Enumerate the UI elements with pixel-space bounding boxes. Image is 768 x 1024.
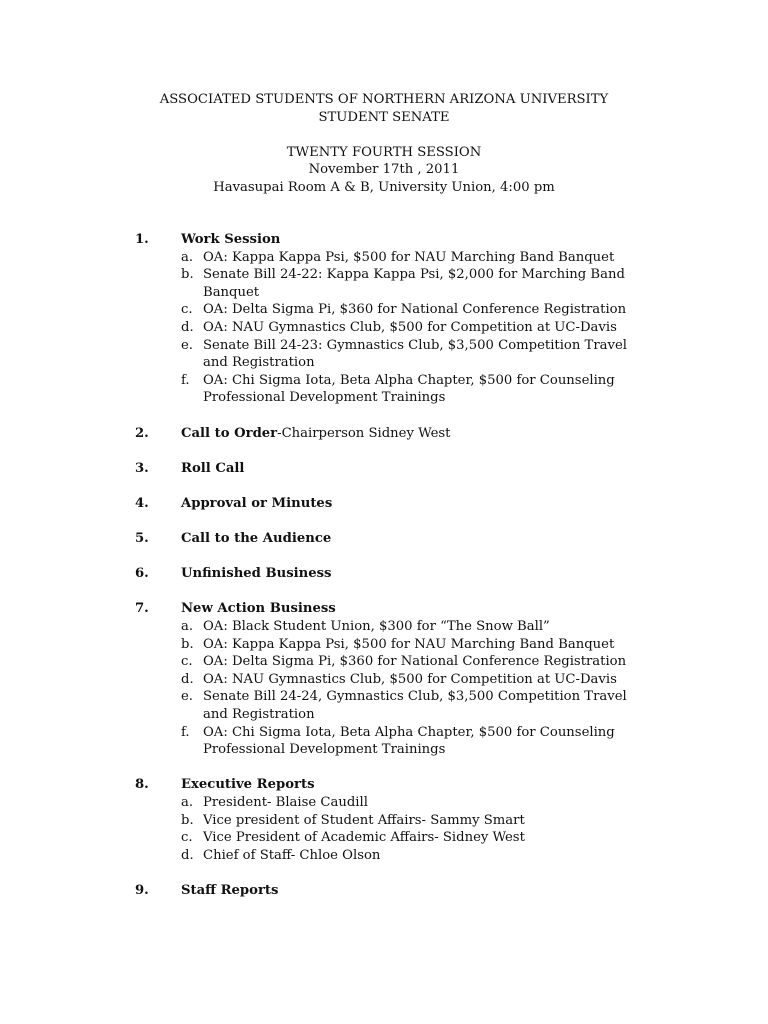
agenda-subitem-letter: f. [181, 372, 190, 388]
agenda-item-number: 8. [135, 777, 149, 793]
agenda-subitem [181, 724, 643, 759]
body-name: STUDENT SENATE [318, 109, 450, 125]
agenda-item-title-text: Roll Call [181, 460, 245, 476]
agenda-subitem-letter: b. [181, 812, 194, 828]
org-name: ASSOCIATED STUDENTS OF NORTHERN ARIZONA UNIVERSITY [159, 92, 609, 107]
agenda-subitem-letter: b. [181, 267, 194, 283]
agenda-item [0, 425, 768, 443]
agenda-subitem [181, 301, 643, 319]
agenda-list [0, 231, 768, 917]
agenda-subitem-letter: b. [181, 636, 194, 652]
agenda-subitem-letter: a. [181, 249, 194, 265]
agenda-subitem [181, 653, 643, 671]
agenda-item [0, 600, 768, 758]
agenda-item-title [181, 882, 768, 900]
agenda-item [0, 882, 768, 900]
agenda-item-title [181, 776, 768, 794]
agenda-item-number: 6. [135, 566, 149, 582]
agenda-subitem-text: Senate Bill 24-22: Kappa Kappa Psi, $2,000 for Marching Band Banquet [203, 267, 625, 300]
agenda-item-title-text: New Action Business [181, 601, 336, 617]
agenda-item-number: 9. [135, 882, 149, 898]
agenda-subitem [181, 671, 643, 689]
agenda-subitem [181, 794, 643, 812]
agenda-item-title [181, 600, 768, 618]
session-location: Havasupai Room A & B, University Union, 4:00 pm [213, 179, 555, 195]
agenda-sublist [0, 618, 768, 759]
agenda-item-number: 5. [135, 531, 149, 547]
agenda-subitem-text: OA: Delta Sigma Pi, $360 for National Conference Registration [203, 302, 627, 318]
agenda-subitem-letter: e. [181, 337, 193, 353]
agenda-subitem-text: Senate Bill 24-24, Gymnastics Club, $3,500 Competition Travel and Registration [203, 689, 627, 723]
agenda-item-title-text: Call to the Audience [181, 531, 332, 547]
agenda-item-title [181, 425, 768, 443]
session-date: November 17th , 2011 [308, 162, 460, 178]
agenda-subitem [181, 636, 643, 654]
agenda-item-title [181, 460, 768, 478]
agenda-subitem-letter: c. [181, 302, 193, 318]
agenda-item-title-suffix: -Chairperson Sidney West [277, 425, 451, 441]
agenda-item [0, 565, 768, 583]
agenda-subitem-text: OA: Chi Sigma Iota, Beta Alpha Chapter, $500 for Counseling Professional Development Trainings [203, 724, 615, 758]
agenda-item-title-text: Call to Order [181, 425, 278, 441]
agenda-item-number: 2. [135, 425, 149, 441]
agenda-subitem-letter: c. [181, 654, 193, 670]
agenda-subitem-letter: f. [181, 724, 190, 740]
agenda-subitem-letter: d. [181, 671, 194, 687]
agenda-subitem-letter: a. [181, 795, 194, 810]
agenda-sublist [0, 794, 768, 864]
agenda-subitem [181, 266, 643, 301]
agenda-item-title [181, 495, 768, 513]
agenda-subitem-text: OA: NAU Gymnastics Club, $500 for Competition at UC-Davis [203, 671, 617, 687]
agenda-item-title-text: Work Session [181, 232, 281, 247]
agenda-subitem-letter: d. [181, 847, 194, 863]
agenda-subitem-text: President- Blaise Caudill [203, 795, 368, 810]
agenda-item-number: 3. [135, 460, 149, 476]
agenda-item-title [181, 530, 768, 548]
agenda-subitem [181, 337, 643, 372]
agenda-subitem-text: OA: NAU Gymnastics Club, $500 for Competition at UC-Davis [203, 319, 617, 335]
agenda-item [0, 460, 768, 478]
agenda-item [0, 231, 768, 407]
agenda-subitem-text: Chief of Staff- Chloe Olson [203, 847, 381, 863]
agenda-subitem-text: Senate Bill 24-23: Gymnastics Club, $3,500 Competition Travel and Registration [203, 337, 627, 371]
agenda-subitem-text: OA: Kappa Kappa Psi, $500 for NAU Marching Band Banquet [203, 636, 615, 652]
agenda-sublist [0, 249, 768, 407]
agenda-item-title-text: Staff Reports [181, 882, 279, 898]
agenda-item-title-text: Approval or Minutes [181, 495, 333, 511]
agenda-item-title [181, 565, 768, 583]
session-name: TWENTY FOURTH SESSION [286, 144, 482, 160]
agenda-subitem [181, 618, 643, 636]
agenda-item-number: 1. [135, 232, 149, 247]
agenda-subitem [181, 847, 643, 865]
agenda-subitem-letter: d. [181, 319, 194, 335]
agenda-subitem-text: OA: Kappa Kappa Psi, $500 for NAU Marching Band Banquet [203, 249, 615, 265]
agenda-item [0, 776, 768, 864]
agenda-subitem [181, 319, 643, 337]
agenda-subitem-text: Vice president of Student Affairs- Sammy Smart [203, 812, 525, 828]
agenda-item-title [181, 231, 768, 249]
agenda-subitem-text: OA: Chi Sigma Iota, Beta Alpha Chapter, $500 for Counseling Professional Development Trainings [203, 372, 615, 406]
agenda-subitem-letter: c. [181, 830, 193, 846]
agenda-subitem [181, 829, 643, 847]
agenda-subitem-letter: e. [181, 689, 193, 705]
agenda-subitem [181, 812, 643, 830]
agenda-subitem-text: OA: Delta Sigma Pi, $360 for National Conference Registration [203, 654, 627, 670]
agenda-item [0, 495, 768, 513]
agenda-subitem [181, 688, 643, 723]
agenda-item-title-text: Executive Reports [181, 777, 315, 793]
agenda-subitem-letter: a. [181, 619, 194, 635]
agenda-item-number: 4. [135, 495, 149, 511]
document-header [0, 91, 768, 197]
agenda-item-number: 7. [135, 601, 149, 617]
agenda-item-title-text: Unfinished Business [181, 566, 332, 582]
agenda-subitem [181, 372, 643, 407]
agenda-subitem-text: Vice President of Academic Affairs- Sidney West [203, 830, 525, 846]
agenda-item [0, 530, 768, 548]
header-spacer [0, 126, 768, 144]
agenda-subitem [181, 249, 643, 267]
agenda-subitem-text: OA: Black Student Union, $300 for “The Snow Ball” [203, 619, 550, 635]
